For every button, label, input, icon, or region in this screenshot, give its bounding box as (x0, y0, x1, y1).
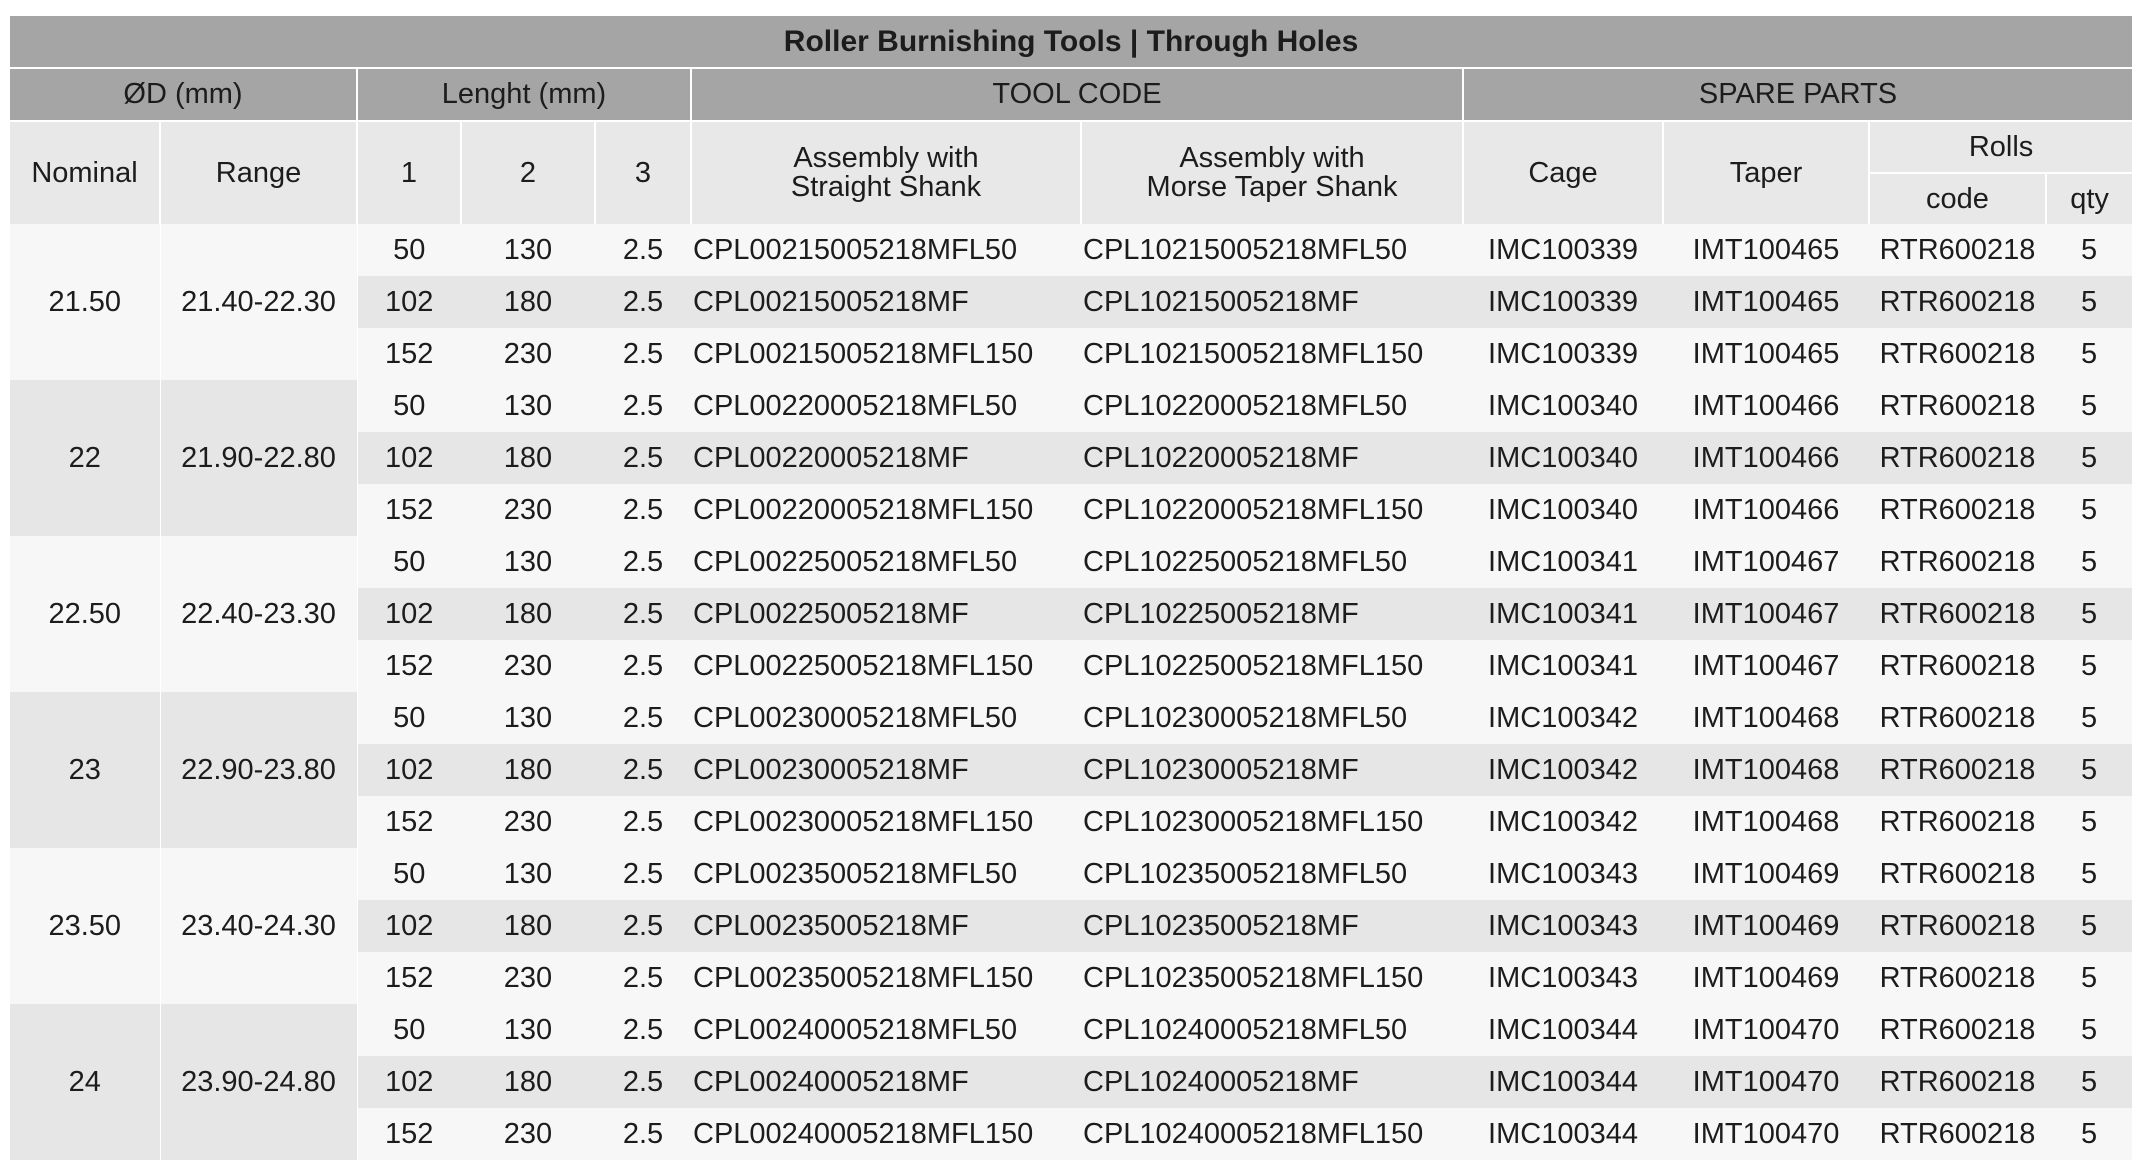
cell-length-2: 130 (461, 848, 595, 900)
cell-cage-code: IMC100344 (1463, 1004, 1663, 1056)
cell-morse-taper-code: CPL10225005218MFL50 (1081, 536, 1463, 588)
cell-rolls-qty: 5 (2046, 1108, 2132, 1160)
cell-length-2: 180 (461, 900, 595, 952)
cell-length-1: 102 (357, 1056, 461, 1108)
column-header-length-2: 2 (461, 121, 595, 224)
cell-straight-shank-code: CPL00230005218MFL150 (691, 796, 1081, 848)
cell-taper-code: IMT100465 (1663, 224, 1869, 276)
cell-length-1: 50 (357, 380, 461, 432)
cell-taper-code: IMT100469 (1663, 848, 1869, 900)
cell-cage-code: IMC100343 (1463, 848, 1663, 900)
cell-nominal: 23.50 (10, 848, 160, 1004)
cell-cage-code: IMC100339 (1463, 276, 1663, 328)
cell-rolls-code: RTR600218 (1869, 380, 2046, 432)
column-header-cage: Cage (1463, 121, 1663, 224)
column-header-rolls-code: code (1869, 173, 2046, 224)
cell-straight-shank-code: CPL00225005218MFL150 (691, 640, 1081, 692)
column-header-rolls: Rolls (1869, 121, 2132, 173)
cell-length-3: 2.5 (595, 536, 691, 588)
cell-nominal: 21.50 (10, 224, 160, 380)
group-header-tool-code: TOOL CODE (691, 68, 1463, 121)
cell-cage-code: IMC100341 (1463, 640, 1663, 692)
cell-length-2: 230 (461, 640, 595, 692)
cell-length-2: 130 (461, 692, 595, 744)
cell-rolls-code: RTR600218 (1869, 328, 2046, 380)
cell-taper-code: IMT100470 (1663, 1056, 1869, 1108)
cell-taper-code: IMT100467 (1663, 536, 1869, 588)
cell-cage-code: IMC100339 (1463, 224, 1663, 276)
cell-cage-code: IMC100343 (1463, 900, 1663, 952)
cell-rolls-code: RTR600218 (1869, 640, 2046, 692)
cell-length-3: 2.5 (595, 432, 691, 484)
cell-morse-taper-code: CPL10220005218MFL150 (1081, 484, 1463, 536)
cell-length-2: 230 (461, 328, 595, 380)
cell-length-1: 102 (357, 588, 461, 640)
cell-length-1: 152 (357, 1108, 461, 1160)
cell-length-3: 2.5 (595, 328, 691, 380)
cell-morse-taper-code: CPL10225005218MFL150 (1081, 640, 1463, 692)
cell-rolls-qty: 5 (2046, 276, 2132, 328)
cell-rolls-qty: 5 (2046, 484, 2132, 536)
column-header-straight-shank-line2: Straight Shank (790, 171, 982, 203)
cell-straight-shank-code: CPL00235005218MFL50 (691, 848, 1081, 900)
cell-length-1: 152 (357, 640, 461, 692)
cell-straight-shank-code: CPL00220005218MFL50 (691, 380, 1081, 432)
cell-rolls-code: RTR600218 (1869, 848, 2046, 900)
cell-straight-shank-code: CPL00215005218MF (691, 276, 1081, 328)
cell-length-2: 180 (461, 1056, 595, 1108)
cell-cage-code: IMC100339 (1463, 328, 1663, 380)
cell-rolls-code: RTR600218 (1869, 224, 2046, 276)
cell-length-3: 2.5 (595, 588, 691, 640)
cell-length-2: 230 (461, 1108, 595, 1160)
cell-rolls-qty: 5 (2046, 796, 2132, 848)
cell-taper-code: IMT100466 (1663, 484, 1869, 536)
cell-range: 21.90-22.80 (160, 380, 357, 536)
cell-length-2: 180 (461, 432, 595, 484)
cell-rolls-qty: 5 (2046, 432, 2132, 484)
cell-length-3: 2.5 (595, 796, 691, 848)
cell-taper-code: IMT100465 (1663, 328, 1869, 380)
cell-cage-code: IMC100342 (1463, 692, 1663, 744)
cell-length-3: 2.5 (595, 1108, 691, 1160)
product-table (10, 16, 2132, 1160)
cell-morse-taper-code: CPL10215005218MF (1081, 276, 1463, 328)
cell-length-2: 180 (461, 588, 595, 640)
cell-rolls-code: RTR600218 (1869, 900, 2046, 952)
cell-straight-shank-code: CPL00220005218MFL150 (691, 484, 1081, 536)
cell-straight-shank-code: CPL00220005218MF (691, 432, 1081, 484)
column-header-morse-taper-shank (1081, 121, 1463, 224)
cell-length-2: 230 (461, 484, 595, 536)
cell-taper-code: IMT100469 (1663, 952, 1869, 1004)
cell-morse-taper-code: CPL10220005218MFL50 (1081, 380, 1463, 432)
cell-cage-code: IMC100342 (1463, 744, 1663, 796)
table-row (10, 380, 2132, 432)
cell-taper-code: IMT100465 (1663, 276, 1869, 328)
cell-taper-code: IMT100466 (1663, 380, 1869, 432)
column-header-straight-shank (691, 121, 1081, 224)
cell-rolls-code: RTR600218 (1869, 276, 2046, 328)
cell-straight-shank-code: CPL00215005218MFL150 (691, 328, 1081, 380)
cell-length-2: 230 (461, 796, 595, 848)
cell-morse-taper-code: CPL10230005218MF (1081, 744, 1463, 796)
cell-rolls-qty: 5 (2046, 328, 2132, 380)
cell-length-1: 50 (357, 692, 461, 744)
cell-nominal: 22 (10, 380, 160, 536)
cell-range: 21.40-22.30 (160, 224, 357, 380)
cell-nominal: 24 (10, 1004, 160, 1160)
cell-cage-code: IMC100343 (1463, 952, 1663, 1004)
column-header-range: Range (160, 121, 357, 224)
cell-length-1: 50 (357, 1004, 461, 1056)
cell-length-2: 130 (461, 536, 595, 588)
cell-morse-taper-code: CPL10240005218MFL150 (1081, 1108, 1463, 1160)
table-row (10, 536, 2132, 588)
cell-length-2: 130 (461, 224, 595, 276)
cell-straight-shank-code: CPL00240005218MF (691, 1056, 1081, 1108)
cell-length-1: 50 (357, 536, 461, 588)
cell-rolls-code: RTR600218 (1869, 692, 2046, 744)
cell-straight-shank-code: CPL00230005218MF (691, 744, 1081, 796)
cell-length-3: 2.5 (595, 900, 691, 952)
cell-rolls-qty: 5 (2046, 1056, 2132, 1108)
cell-length-2: 180 (461, 744, 595, 796)
cell-length-2: 130 (461, 1004, 595, 1056)
cell-cage-code: IMC100341 (1463, 536, 1663, 588)
cell-range: 22.40-23.30 (160, 536, 357, 692)
cell-nominal: 22.50 (10, 536, 160, 692)
cell-morse-taper-code: CPL10215005218MFL50 (1081, 224, 1463, 276)
cell-length-3: 2.5 (595, 380, 691, 432)
cell-taper-code: IMT100470 (1663, 1004, 1869, 1056)
product-table-sheet (10, 16, 2132, 1160)
cell-rolls-qty: 5 (2046, 640, 2132, 692)
table-row (10, 224, 2132, 276)
cell-straight-shank-code: CPL00240005218MFL150 (691, 1108, 1081, 1160)
cell-taper-code: IMT100467 (1663, 588, 1869, 640)
cell-straight-shank-code: CPL00215005218MFL50 (691, 224, 1081, 276)
cell-length-1: 152 (357, 328, 461, 380)
cell-rolls-code: RTR600218 (1869, 744, 2046, 796)
cell-rolls-code: RTR600218 (1869, 432, 2046, 484)
cell-rolls-qty: 5 (2046, 692, 2132, 744)
cell-taper-code: IMT100468 (1663, 692, 1869, 744)
table-row (10, 692, 2132, 744)
column-header-morse-line1: Assembly with (1179, 142, 1365, 174)
table-header (10, 16, 2132, 224)
cell-rolls-code: RTR600218 (1869, 1004, 2046, 1056)
table-body (10, 224, 2132, 1160)
cell-morse-taper-code: CPL10235005218MFL50 (1081, 848, 1463, 900)
cell-rolls-qty: 5 (2046, 224, 2132, 276)
cell-taper-code: IMT100468 (1663, 744, 1869, 796)
cell-straight-shank-code: CPL00225005218MFL50 (691, 536, 1081, 588)
cell-length-3: 2.5 (595, 484, 691, 536)
cell-rolls-code: RTR600218 (1869, 484, 2046, 536)
cell-length-3: 2.5 (595, 952, 691, 1004)
column-header-nominal: Nominal (10, 121, 160, 224)
cell-morse-taper-code: CPL10230005218MFL50 (1081, 692, 1463, 744)
cell-length-1: 102 (357, 744, 461, 796)
cell-cage-code: IMC100344 (1463, 1108, 1663, 1160)
cell-length-1: 50 (357, 848, 461, 900)
cell-rolls-code: RTR600218 (1869, 796, 2046, 848)
cell-morse-taper-code: CPL10235005218MF (1081, 900, 1463, 952)
group-header-length: Lenght (mm) (357, 68, 691, 121)
table-row (10, 1004, 2132, 1056)
cell-length-3: 2.5 (595, 276, 691, 328)
cell-range: 23.40-24.30 (160, 848, 357, 1004)
column-header-length-3: 3 (595, 121, 691, 224)
cell-rolls-qty: 5 (2046, 952, 2132, 1004)
cell-taper-code: IMT100470 (1663, 1108, 1869, 1160)
cell-rolls-code: RTR600218 (1869, 1108, 2046, 1160)
cell-length-1: 102 (357, 900, 461, 952)
cell-cage-code: IMC100342 (1463, 796, 1663, 848)
cell-straight-shank-code: CPL00230005218MFL50 (691, 692, 1081, 744)
cell-taper-code: IMT100468 (1663, 796, 1869, 848)
cell-length-1: 102 (357, 432, 461, 484)
cell-rolls-qty: 5 (2046, 380, 2132, 432)
cell-length-1: 102 (357, 276, 461, 328)
cell-cage-code: IMC100340 (1463, 432, 1663, 484)
cell-cage-code: IMC100341 (1463, 588, 1663, 640)
cell-length-3: 2.5 (595, 224, 691, 276)
cell-range: 23.90-24.80 (160, 1004, 357, 1160)
cell-nominal: 23 (10, 692, 160, 848)
cell-rolls-code: RTR600218 (1869, 536, 2046, 588)
group-header-diameter: ØD (mm) (10, 68, 357, 121)
cell-straight-shank-code: CPL00225005218MF (691, 588, 1081, 640)
column-header-length-1: 1 (357, 121, 461, 224)
table-title: Roller Burnishing Tools | Through Holes (10, 16, 2132, 68)
cell-length-1: 152 (357, 796, 461, 848)
cell-morse-taper-code: CPL10230005218MFL150 (1081, 796, 1463, 848)
cell-straight-shank-code: CPL00235005218MF (691, 900, 1081, 952)
cell-length-2: 180 (461, 276, 595, 328)
cell-length-2: 230 (461, 952, 595, 1004)
cell-rolls-qty: 5 (2046, 1004, 2132, 1056)
cell-cage-code: IMC100344 (1463, 1056, 1663, 1108)
cell-morse-taper-code: CPL10225005218MF (1081, 588, 1463, 640)
cell-cage-code: IMC100340 (1463, 380, 1663, 432)
cell-rolls-qty: 5 (2046, 588, 2132, 640)
cell-taper-code: IMT100466 (1663, 432, 1869, 484)
cell-morse-taper-code: CPL10240005218MFL50 (1081, 1004, 1463, 1056)
table-row (10, 848, 2132, 900)
cell-taper-code: IMT100469 (1663, 900, 1869, 952)
cell-length-1: 152 (357, 952, 461, 1004)
column-header-morse-line2: Morse Taper Shank (1146, 171, 1398, 203)
cell-rolls-code: RTR600218 (1869, 952, 2046, 1004)
cell-rolls-qty: 5 (2046, 744, 2132, 796)
cell-straight-shank-code: CPL00235005218MFL150 (691, 952, 1081, 1004)
column-header-rolls-qty: qty (2046, 173, 2132, 224)
cell-cage-code: IMC100340 (1463, 484, 1663, 536)
cell-length-3: 2.5 (595, 1056, 691, 1108)
cell-taper-code: IMT100467 (1663, 640, 1869, 692)
cell-length-3: 2.5 (595, 848, 691, 900)
cell-length-3: 2.5 (595, 692, 691, 744)
cell-straight-shank-code: CPL00240005218MFL50 (691, 1004, 1081, 1056)
cell-length-3: 2.5 (595, 640, 691, 692)
cell-morse-taper-code: CPL10235005218MFL150 (1081, 952, 1463, 1004)
cell-length-1: 50 (357, 224, 461, 276)
cell-rolls-code: RTR600218 (1869, 588, 2046, 640)
column-header-taper: Taper (1663, 121, 1869, 224)
cell-length-2: 130 (461, 380, 595, 432)
cell-length-1: 152 (357, 484, 461, 536)
cell-rolls-qty: 5 (2046, 848, 2132, 900)
cell-length-3: 2.5 (595, 1004, 691, 1056)
cell-rolls-qty: 5 (2046, 900, 2132, 952)
cell-morse-taper-code: CPL10240005218MF (1081, 1056, 1463, 1108)
cell-rolls-code: RTR600218 (1869, 1056, 2046, 1108)
cell-morse-taper-code: CPL10215005218MFL150 (1081, 328, 1463, 380)
column-header-straight-shank-line1: Assembly with (793, 142, 979, 174)
cell-morse-taper-code: CPL10220005218MF (1081, 432, 1463, 484)
cell-rolls-qty: 5 (2046, 536, 2132, 588)
cell-range: 22.90-23.80 (160, 692, 357, 848)
group-header-spare-parts: SPARE PARTS (1463, 68, 2132, 121)
cell-length-3: 2.5 (595, 744, 691, 796)
